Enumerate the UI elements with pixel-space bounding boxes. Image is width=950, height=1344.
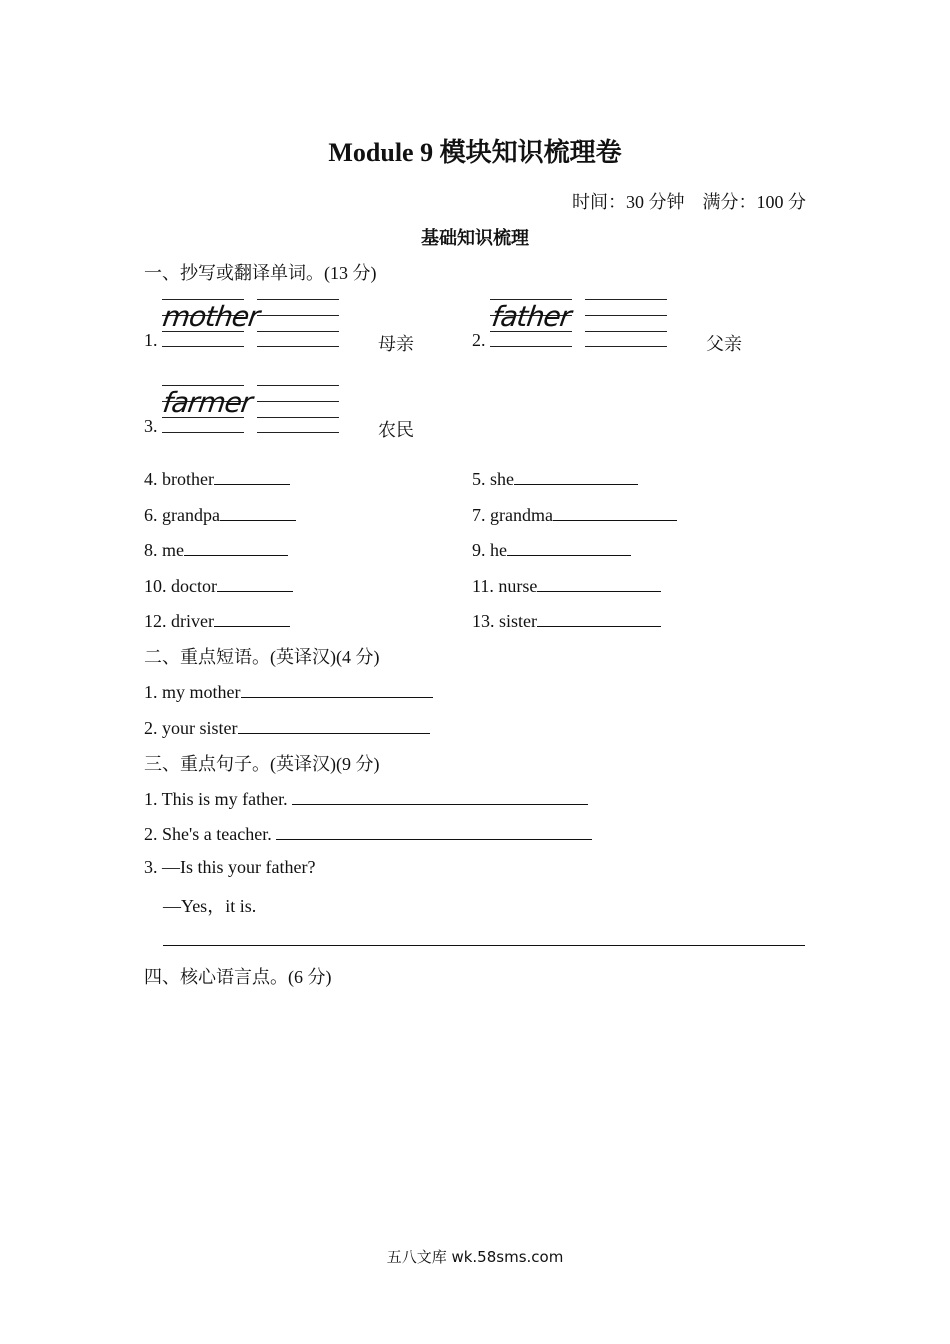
word-label: 10. doctor (144, 576, 217, 596)
phrase-item (144, 715, 430, 739)
answer-blank[interactable] (217, 573, 293, 592)
answer-blank[interactable] (220, 502, 296, 521)
sentence-reply: —Yes，it is. (163, 896, 257, 916)
answer-blank[interactable] (537, 608, 661, 627)
answer-blank[interactable] (214, 466, 290, 485)
section-heading: 基础知识梳理 (421, 228, 529, 248)
copy-word: mother (160, 300, 262, 333)
answer-blank[interactable] (241, 679, 433, 698)
word-item (472, 537, 631, 561)
answer-blank[interactable] (514, 466, 638, 485)
word-label: 8. me (144, 540, 184, 560)
word-item (472, 573, 661, 597)
phrase-item (144, 679, 433, 703)
sentence-label: 2. She's a teacher. (144, 824, 272, 844)
answer-blank[interactable] (214, 608, 290, 627)
word-item (144, 608, 290, 632)
sentence-item (144, 786, 588, 810)
page-title: Module 9 模块知识梳理卷 (328, 138, 622, 167)
copy-meaning: 农民 (378, 420, 414, 440)
word-label: 7. grandma (472, 505, 553, 525)
phrase-label: 1. my mother (144, 682, 241, 702)
word-label: 13. sister (472, 611, 537, 631)
word-label: 12. driver (144, 611, 214, 631)
copy-item-number: 1. (144, 330, 158, 350)
answer-blank[interactable] (276, 821, 592, 840)
copy-meaning: 父亲 (706, 334, 742, 354)
word-item (144, 502, 296, 526)
copy-meaning: 母亲 (378, 334, 414, 354)
word-item (472, 502, 677, 526)
answer-line[interactable] (163, 945, 805, 946)
part4-heading: 四、核心语言点。(6 分) (144, 967, 332, 987)
word-item (472, 466, 638, 490)
word-item (144, 466, 290, 490)
footer-watermark: 五八文库 wk.58sms.com (386, 1248, 564, 1266)
copy-word: farmer (160, 386, 254, 419)
word-label: 11. nurse (472, 576, 538, 596)
answer-blank[interactable] (553, 502, 677, 521)
sentence-label: 1. This is my father. (144, 789, 288, 809)
word-item (144, 573, 293, 597)
sentence-item: 3. —Is this your father? (144, 857, 316, 877)
part2-heading: 二、重点短语。(英译汉)(4 分) (144, 647, 380, 667)
word-item (472, 608, 661, 632)
part3-heading: 三、重点句子。(英译汉)(9 分) (144, 754, 380, 774)
word-item (144, 537, 288, 561)
copy-word: father (489, 300, 573, 333)
copy-item-number: 3. (144, 416, 158, 436)
answer-blank[interactable] (507, 537, 631, 556)
word-label: 5. she (472, 469, 514, 489)
word-label: 6. grandpa (144, 505, 220, 525)
answer-blank[interactable] (292, 786, 588, 805)
answer-blank[interactable] (184, 537, 288, 556)
word-label: 4. brother (144, 469, 214, 489)
answer-blank[interactable] (238, 715, 430, 734)
exam-meta: 时间：30 分钟 满分：100 分 (572, 192, 806, 212)
copy-item-number: 2. (472, 330, 486, 350)
phrase-label: 2. your sister (144, 718, 238, 738)
word-label: 9. he (472, 540, 507, 560)
answer-blank[interactable] (537, 573, 661, 592)
part1-heading: 一、抄写或翻译单词。(13 分) (144, 263, 377, 283)
sentence-item (144, 821, 592, 845)
